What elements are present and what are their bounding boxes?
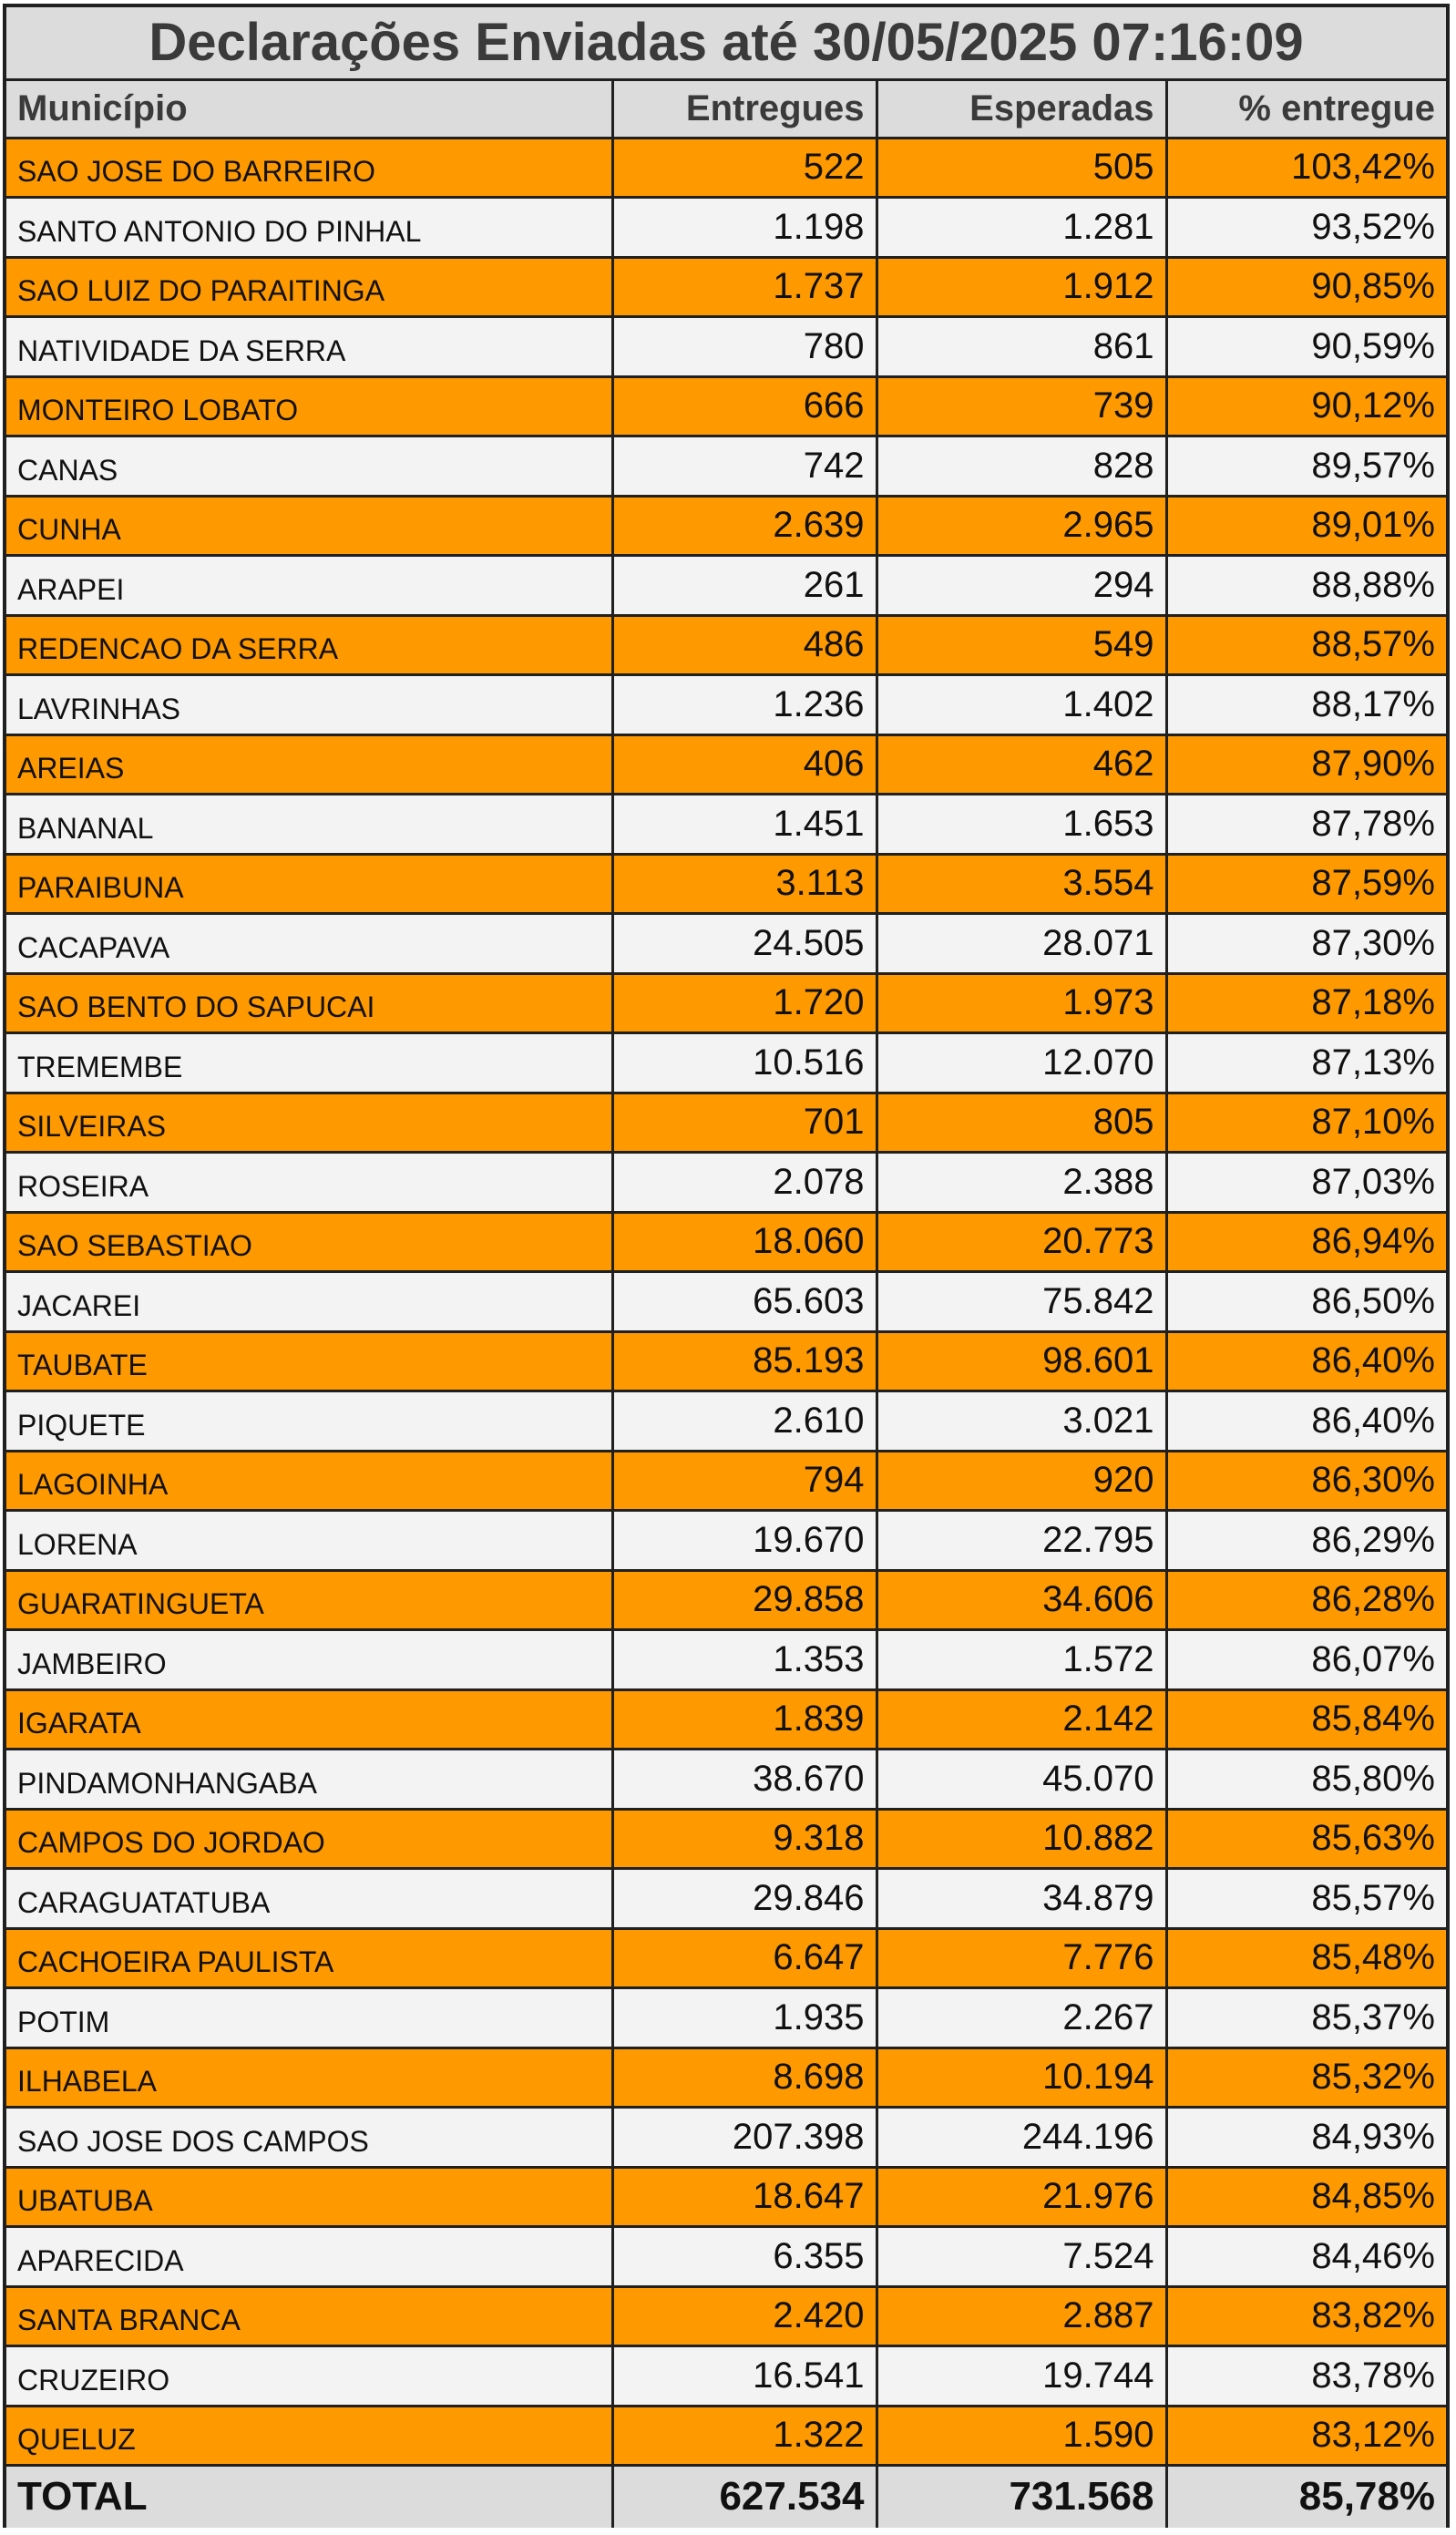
total-row xyxy=(6,2466,1446,2528)
cell-esperadas: 10.194 xyxy=(877,2048,1166,2108)
cell-entregues: 486 xyxy=(612,615,877,675)
table-row xyxy=(6,1153,1446,1213)
cell-percent: 103,42% xyxy=(1166,138,1446,198)
cell-esperadas: 1.281 xyxy=(877,198,1166,258)
cell-esperadas: 45.070 xyxy=(877,1750,1166,1810)
cell-percent: 90,12% xyxy=(1166,376,1446,436)
cell-municipio: ROSEIRA xyxy=(6,1153,612,1213)
table-row xyxy=(6,1093,1446,1153)
column-header-entregues: Entregues xyxy=(612,81,877,138)
table-row xyxy=(6,795,1446,855)
cell-percent: 88,88% xyxy=(1166,556,1446,616)
cell-municipio: NATIVIDADE DA SERRA xyxy=(6,317,612,377)
cell-entregues: 29.858 xyxy=(612,1570,877,1630)
cell-entregues: 1.353 xyxy=(612,1630,877,1690)
cell-esperadas: 244.196 xyxy=(877,2108,1166,2168)
table-row xyxy=(6,1391,1446,1452)
cell-entregues: 1.451 xyxy=(612,795,877,855)
cell-esperadas: 34.879 xyxy=(877,1869,1166,1929)
cell-municipio: SAO SEBASTIAO xyxy=(6,1212,612,1272)
cell-municipio: CAMPOS DO JORDAO xyxy=(6,1809,612,1869)
cell-percent: 90,59% xyxy=(1166,317,1446,377)
cell-percent: 89,01% xyxy=(1166,496,1446,556)
cell-municipio: POTIM xyxy=(6,1988,612,2048)
cell-entregues: 1.935 xyxy=(612,1988,877,2048)
table-row xyxy=(6,198,1446,258)
total-esperadas: 731.568 xyxy=(877,2466,1166,2528)
cell-esperadas: 1.402 xyxy=(877,675,1166,735)
cell-municipio: SAO LUIZ DO PARAITINGA xyxy=(6,257,612,317)
cell-entregues: 18.060 xyxy=(612,1212,877,1272)
cell-entregues: 6.355 xyxy=(612,2227,877,2287)
cell-municipio: JAMBEIRO xyxy=(6,1630,612,1690)
cell-entregues: 406 xyxy=(612,734,877,795)
cell-percent: 84,46% xyxy=(1166,2227,1446,2287)
cell-esperadas: 1.653 xyxy=(877,795,1166,855)
cell-percent: 87,13% xyxy=(1166,1033,1446,1093)
table-row xyxy=(6,2406,1446,2466)
cell-entregues: 10.516 xyxy=(612,1033,877,1093)
cell-esperadas: 505 xyxy=(877,138,1166,198)
table-row xyxy=(6,376,1446,436)
cell-percent: 86,28% xyxy=(1166,1570,1446,1630)
cell-municipio: LORENA xyxy=(6,1511,612,1571)
cell-esperadas: 2.887 xyxy=(877,2286,1166,2346)
table-body xyxy=(6,138,1446,2466)
cell-percent: 85,57% xyxy=(1166,1869,1446,1929)
table-row xyxy=(6,436,1446,497)
cell-esperadas: 34.606 xyxy=(877,1570,1166,1630)
cell-esperadas: 21.976 xyxy=(877,2167,1166,2227)
cell-municipio: MONTEIRO LOBATO xyxy=(6,376,612,436)
cell-percent: 87,10% xyxy=(1166,1093,1446,1153)
cell-esperadas: 10.882 xyxy=(877,1809,1166,1869)
cell-entregues: 1.322 xyxy=(612,2406,877,2466)
cell-percent: 87,90% xyxy=(1166,734,1446,795)
cell-esperadas: 1.572 xyxy=(877,1630,1166,1690)
cell-municipio: SAO JOSE DO BARREIRO xyxy=(6,138,612,198)
cell-percent: 83,82% xyxy=(1166,2286,1446,2346)
cell-municipio: QUELUZ xyxy=(6,2406,612,2466)
table-row xyxy=(6,257,1446,317)
cell-esperadas: 28.071 xyxy=(877,914,1166,974)
cell-entregues: 2.639 xyxy=(612,496,877,556)
cell-entregues: 1.839 xyxy=(612,1689,877,1750)
cell-esperadas: 19.744 xyxy=(877,2346,1166,2407)
header-row xyxy=(6,81,1446,138)
cell-esperadas: 2.388 xyxy=(877,1153,1166,1213)
cell-entregues: 9.318 xyxy=(612,1809,877,1869)
cell-percent: 85,37% xyxy=(1166,1988,1446,2048)
cell-esperadas: 7.524 xyxy=(877,2227,1166,2287)
table-row xyxy=(6,1928,1446,1988)
cell-municipio: SAO BENTO DO SAPUCAI xyxy=(6,973,612,1033)
cell-esperadas: 7.776 xyxy=(877,1928,1166,1988)
table-row xyxy=(6,914,1446,974)
cell-percent: 86,07% xyxy=(1166,1630,1446,1690)
cell-percent: 84,93% xyxy=(1166,2108,1446,2168)
cell-municipio: CARAGUATATUBA xyxy=(6,1869,612,1929)
cell-entregues: 780 xyxy=(612,317,877,377)
cell-entregues: 207.398 xyxy=(612,2108,877,2168)
total-entregues: 627.534 xyxy=(612,2466,877,2528)
cell-entregues: 29.846 xyxy=(612,1869,877,1929)
table-row xyxy=(6,1511,1446,1571)
cell-municipio: REDENCAO DA SERRA xyxy=(6,615,612,675)
cell-entregues: 1.198 xyxy=(612,198,877,258)
cell-esperadas: 1.912 xyxy=(877,257,1166,317)
cell-esperadas: 22.795 xyxy=(877,1511,1166,1571)
cell-percent: 87,03% xyxy=(1166,1153,1446,1213)
table-row xyxy=(6,2227,1446,2287)
cell-municipio: UBATUBA xyxy=(6,2167,612,2227)
cell-municipio: IGARATA xyxy=(6,1689,612,1750)
cell-percent: 86,40% xyxy=(1166,1331,1446,1391)
cell-percent: 86,94% xyxy=(1166,1212,1446,1272)
table-row xyxy=(6,1988,1446,2048)
table-row xyxy=(6,1331,1446,1391)
table-row xyxy=(6,734,1446,795)
cell-percent: 85,84% xyxy=(1166,1689,1446,1750)
cell-municipio: TREMEMBE xyxy=(6,1033,612,1093)
table-row xyxy=(6,2108,1446,2168)
cell-percent: 88,57% xyxy=(1166,615,1446,675)
table-row xyxy=(6,1272,1446,1332)
column-header-esperadas: Esperadas xyxy=(877,81,1166,138)
cell-esperadas: 805 xyxy=(877,1093,1166,1153)
table-row xyxy=(6,1212,1446,1272)
cell-entregues: 701 xyxy=(612,1093,877,1153)
cell-municipio: SANTO ANTONIO DO PINHAL xyxy=(6,198,612,258)
cell-municipio: CACHOEIRA PAULISTA xyxy=(6,1928,612,1988)
cell-municipio: LAVRINHAS xyxy=(6,675,612,735)
cell-percent: 87,30% xyxy=(1166,914,1446,974)
table-row xyxy=(6,1630,1446,1690)
cell-esperadas: 549 xyxy=(877,615,1166,675)
table-row xyxy=(6,2167,1446,2227)
cell-entregues: 794 xyxy=(612,1451,877,1511)
cell-esperadas: 3.021 xyxy=(877,1391,1166,1452)
cell-entregues: 18.647 xyxy=(612,2167,877,2227)
cell-entregues: 666 xyxy=(612,376,877,436)
table-row xyxy=(6,556,1446,616)
cell-esperadas: 462 xyxy=(877,734,1166,795)
cell-entregues: 2.420 xyxy=(612,2286,877,2346)
cell-esperadas: 2.267 xyxy=(877,1988,1166,2048)
cell-percent: 85,63% xyxy=(1166,1809,1446,1869)
cell-municipio: CACAPAVA xyxy=(6,914,612,974)
cell-municipio: BANANAL xyxy=(6,795,612,855)
cell-municipio: ILHABELA xyxy=(6,2048,612,2108)
table-row xyxy=(6,138,1446,198)
table-row xyxy=(6,2346,1446,2407)
cell-esperadas: 75.842 xyxy=(877,1272,1166,1332)
cell-percent: 86,40% xyxy=(1166,1391,1446,1452)
cell-entregues: 522 xyxy=(612,138,877,198)
cell-esperadas: 828 xyxy=(877,436,1166,497)
cell-municipio: CANAS xyxy=(6,436,612,497)
cell-entregues: 65.603 xyxy=(612,1272,877,1332)
cell-entregues: 6.647 xyxy=(612,1928,877,1988)
cell-percent: 85,80% xyxy=(1166,1750,1446,1810)
cell-entregues: 85.193 xyxy=(612,1331,877,1391)
cell-percent: 83,12% xyxy=(1166,2406,1446,2466)
cell-esperadas: 1.973 xyxy=(877,973,1166,1033)
table-row xyxy=(6,1750,1446,1810)
column-header-municipio: Município xyxy=(6,81,612,138)
total-percent: 85,78% xyxy=(1166,2466,1446,2528)
cell-entregues: 3.113 xyxy=(612,854,877,914)
cell-entregues: 8.698 xyxy=(612,2048,877,2108)
cell-municipio: AREIAS xyxy=(6,734,612,795)
cell-percent: 89,57% xyxy=(1166,436,1446,497)
cell-percent: 86,50% xyxy=(1166,1272,1446,1332)
table-row xyxy=(6,496,1446,556)
cell-municipio: SAO JOSE DOS CAMPOS xyxy=(6,2108,612,2168)
cell-percent: 85,48% xyxy=(1166,1928,1446,1988)
table-row xyxy=(6,1809,1446,1869)
table-row xyxy=(6,2286,1446,2346)
table-row xyxy=(6,615,1446,675)
cell-municipio: CUNHA xyxy=(6,496,612,556)
table-row xyxy=(6,1689,1446,1750)
table-row xyxy=(6,854,1446,914)
cell-esperadas: 98.601 xyxy=(877,1331,1166,1391)
cell-percent: 83,78% xyxy=(1166,2346,1446,2407)
cell-entregues: 1.236 xyxy=(612,675,877,735)
cell-entregues: 2.610 xyxy=(612,1391,877,1452)
cell-percent: 86,30% xyxy=(1166,1451,1446,1511)
cell-entregues: 1.737 xyxy=(612,257,877,317)
table-row xyxy=(6,675,1446,735)
cell-municipio: PIQUETE xyxy=(6,1391,612,1452)
report-title: Declarações Enviadas até 30/05/2025 07:16:09 xyxy=(6,7,1446,81)
table-row xyxy=(6,1869,1446,1929)
cell-esperadas: 12.070 xyxy=(877,1033,1166,1093)
cell-municipio: PINDAMONHANGABA xyxy=(6,1750,612,1810)
cell-percent: 87,78% xyxy=(1166,795,1446,855)
cell-municipio: PARAIBUNA xyxy=(6,854,612,914)
cell-percent: 87,18% xyxy=(1166,973,1446,1033)
total-label: TOTAL xyxy=(6,2466,612,2528)
report-sheet xyxy=(3,4,1450,2528)
cell-entregues: 2.078 xyxy=(612,1153,877,1213)
cell-municipio: JACAREI xyxy=(6,1272,612,1332)
cell-municipio: APARECIDA xyxy=(6,2227,612,2287)
cell-municipio: LAGOINHA xyxy=(6,1451,612,1511)
cell-esperadas: 1.590 xyxy=(877,2406,1166,2466)
cell-entregues: 24.505 xyxy=(612,914,877,974)
cell-entregues: 261 xyxy=(612,556,877,616)
cell-esperadas: 920 xyxy=(877,1451,1166,1511)
cell-municipio: SILVEIRAS xyxy=(6,1093,612,1153)
cell-percent: 88,17% xyxy=(1166,675,1446,735)
table-row xyxy=(6,1570,1446,1630)
cell-percent: 84,85% xyxy=(1166,2167,1446,2227)
cell-percent: 90,85% xyxy=(1166,257,1446,317)
cell-entregues: 742 xyxy=(612,436,877,497)
cell-esperadas: 2.965 xyxy=(877,496,1166,556)
cell-municipio: TAUBATE xyxy=(6,1331,612,1391)
table-row xyxy=(6,317,1446,377)
cell-entregues: 19.670 xyxy=(612,1511,877,1571)
cell-municipio: ARAPEI xyxy=(6,556,612,616)
table-row xyxy=(6,1033,1446,1093)
table-row xyxy=(6,973,1446,1033)
cell-entregues: 1.720 xyxy=(612,973,877,1033)
table-row xyxy=(6,1451,1446,1511)
cell-percent: 86,29% xyxy=(1166,1511,1446,1571)
cell-percent: 87,59% xyxy=(1166,854,1446,914)
cell-entregues: 16.541 xyxy=(612,2346,877,2407)
cell-percent: 85,32% xyxy=(1166,2048,1446,2108)
cell-municipio: CRUZEIRO xyxy=(6,2346,612,2407)
cell-municipio: GUARATINGUETA xyxy=(6,1570,612,1630)
cell-esperadas: 739 xyxy=(877,376,1166,436)
cell-esperadas: 3.554 xyxy=(877,854,1166,914)
cell-percent: 93,52% xyxy=(1166,198,1446,258)
cell-entregues: 38.670 xyxy=(612,1750,877,1810)
cell-esperadas: 2.142 xyxy=(877,1689,1166,1750)
table-row xyxy=(6,2048,1446,2108)
declarations-table xyxy=(6,81,1446,2528)
cell-esperadas: 20.773 xyxy=(877,1212,1166,1272)
cell-municipio: SANTA BRANCA xyxy=(6,2286,612,2346)
cell-esperadas: 294 xyxy=(877,556,1166,616)
column-header-percent: % entregue xyxy=(1166,81,1446,138)
cell-esperadas: 861 xyxy=(877,317,1166,377)
